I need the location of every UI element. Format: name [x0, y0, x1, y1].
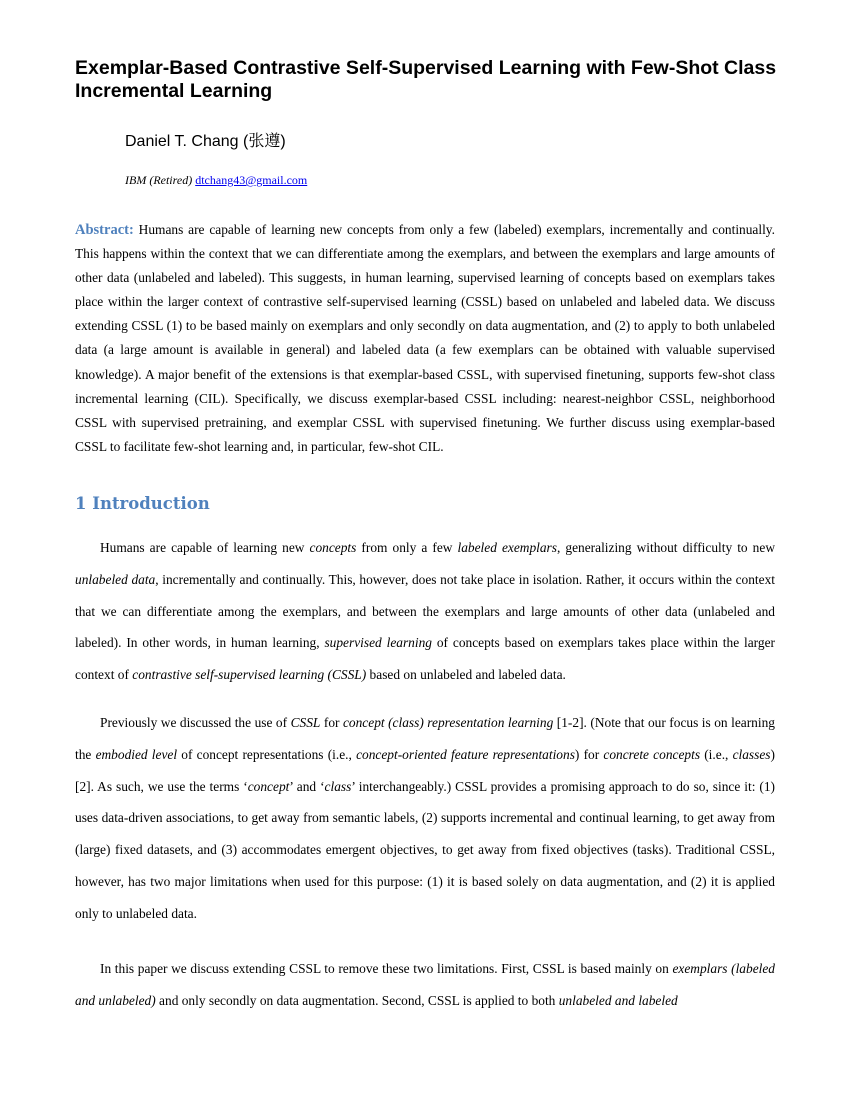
emphasis-run: unlabeled data [75, 571, 156, 587]
abstract-text: Humans are capable of learning new concepts from only a few (labeled) exemplars, incrementally and continually. This happens within the context that we can differentiate among the exemplars, and between the exemplars and large amounts of other data (unlabeled and labeled). This suggests, in human learning, supervised learning of concepts based on exemplars takes place within the larger context of contrastive self-supervised learning (CSSL) based on unlabeled and labeled data. We discuss extending CSSL (1) to be based mainly on exemplars and only secondly on data augmentation, and (2) to apply to both unlabeled data (a large amount is available in general) and labeled data (a few exemplars can be obtained with valuable supervised knowledge). A major benefit of the extensions is that exemplar-based CSSL, with supervised finetuning, supports few-shot class incremental learning (CIL). Specifically, we discuss exemplar-based CSSL including: nearest-neighbor CSSL, neighborhood CSSL with supervised pretraining, and exemplar CSSL with supervised finetuning. We further discuss using exemplar-based CSSL to facilitate few-shot learning and, in particular, few-shot CIL. [75, 222, 775, 454]
emphasis-run: classes [732, 746, 771, 762]
emphasis-run: concrete concepts [603, 746, 701, 762]
emphasis-run: exemplars (labeled and unlabeled) [75, 961, 775, 1008]
intro-paragraph-3 [75, 953, 775, 1017]
text-run: ’ and ‘ [289, 778, 325, 794]
emphasis-run: labeled exemplars [457, 540, 557, 555]
author-affiliation [125, 173, 307, 188]
text-run: ) [2]. As such, we use the terms ‘ [75, 746, 775, 794]
text-run: Humans are capable of learning new [100, 540, 310, 555]
text-run: In this paper we discuss extending CSSL to remove these two limitations. First, CSSL is based mainly on [100, 961, 673, 976]
emphasis-run: embodied level [95, 746, 178, 762]
text-run: , generalizing without difficulty to new [556, 540, 775, 555]
text-run: ’ interchangeably.) CSSL provides a promising approach to do so, since it: (1) uses data-driven associations, to get away from semantic labels, (2) supports incremental and continual learning, to get away from (large) fixed datasets, and (3) accommodates emergent objectives, to get away from fixed objectives (tasks). Traditional CSSL, however, has two major limitations when used for this purpose: (1) it is based solely on data augmentation, and (2) it is applied only to unlabeled data. [75, 778, 775, 921]
text-run: , incrementally and continually. This, however, does not take place in isolation. Rather, it occurs within the context that we can differentiate among the exemplars, and between the exemplars and large amounts of other data (unlabeled and labeled). In other words, in human learning, [75, 571, 776, 651]
emphasis-run: CSSL [290, 715, 321, 730]
emphasis-run: concept-oriented feature representations [356, 746, 575, 762]
text-run: (i.e., [700, 746, 733, 762]
intro-paragraph-1 [75, 532, 775, 691]
emphasis-run: concepts [309, 540, 357, 555]
emphasis-run: class [324, 778, 352, 794]
author-name: Daniel T. Chang (张遵) [125, 133, 286, 150]
emphasis-run: concept [247, 778, 290, 794]
text-run: of concept representations (i.e., [177, 746, 357, 762]
text-run: based on unlabeled and labeled data. [366, 667, 566, 683]
emphasis-run: supervised learning [324, 635, 432, 651]
abstract-paragraph [75, 218, 775, 459]
emphasis-run: contrastive self-supervised learning (CSSL) [132, 667, 367, 683]
text-run: ) for [574, 746, 604, 762]
text-run: Previously we discussed the use of [100, 715, 291, 730]
emphasis-run: concept (class) representation learning [342, 715, 554, 730]
intro-paragraph-2 [75, 707, 775, 930]
text-run: for [320, 715, 343, 730]
text-run: and only secondly on data augmentation. Second, CSSL is applied to both [155, 992, 559, 1008]
text-run: [1-2]. (Note that our focus is on learning the [75, 715, 775, 762]
abstract-label: Abstract: [75, 222, 134, 238]
paper-title: Exemplar-Based Contrastive Self-Supervised Learning with Few-Shot Class Incremental Learning [75, 57, 777, 102]
text-run: of concepts based on exemplars takes place within the larger context of [75, 635, 775, 683]
text-run: from only a few [356, 540, 458, 555]
section-heading: 1 Introduction [75, 494, 210, 513]
author-email-link[interactable]: dtchang43@gmail.com [195, 173, 308, 187]
emphasis-run: unlabeled and labeled [558, 992, 678, 1008]
affiliation-org: IBM (Retired) [125, 173, 193, 187]
